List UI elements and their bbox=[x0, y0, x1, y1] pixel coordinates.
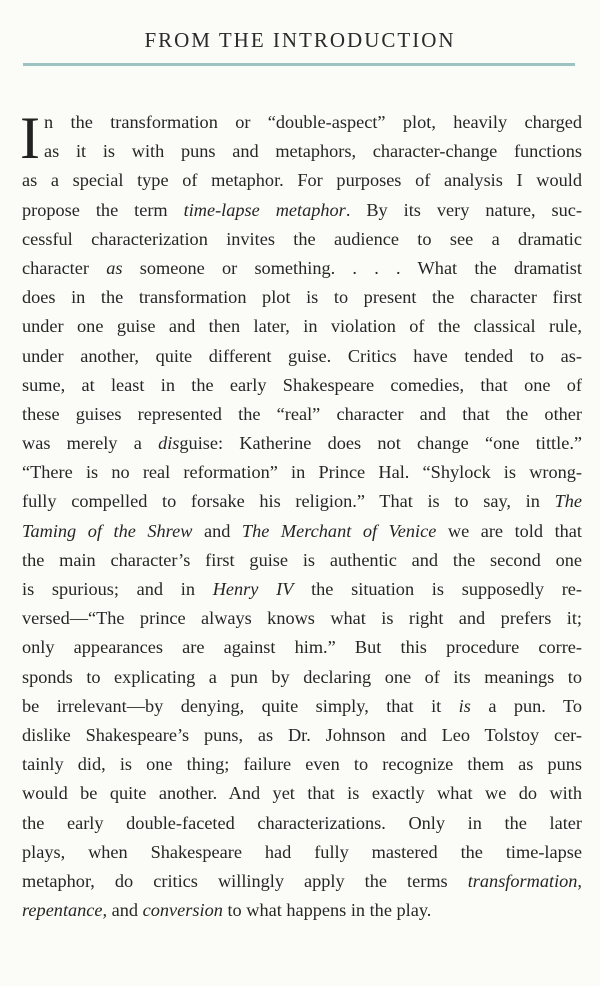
text-line-10: sume, at least in the early Shakespeare comedies, that one of bbox=[22, 374, 582, 395]
text-line-5: cessful characterization invites the audience to see a dramatic bbox=[22, 228, 582, 249]
section-heading: FROM THE INTRODUCTION bbox=[144, 28, 456, 52]
text-line-9: under another, quite different guise. Critics have tended to as- bbox=[22, 345, 582, 366]
text-line-14: fully compelled to forsake his religion.” That is to say, in The bbox=[22, 491, 582, 512]
text-line-22: dislike Shakespeare’s puns, as Dr. Johnson and Leo Tolstoy cer- bbox=[22, 724, 582, 745]
text-line-15: Taming of the Shrew and The Merchant of Venice we are told that bbox=[22, 520, 582, 541]
text-line-16: the main character’s first guise is authentic and the second one bbox=[22, 549, 582, 570]
text-line-20: sponds to explicating a pun by declaring one of its meanings to bbox=[22, 666, 582, 687]
text-line-4: propose the term time-lapse metaphor. By its very nature, suc- bbox=[22, 199, 582, 220]
heading-rule bbox=[23, 63, 575, 66]
text-line-28: repentance, and conversion to what happens in the play. bbox=[22, 900, 432, 921]
text-line-18: versed—“The prince always knows what is right and prefers it; bbox=[22, 608, 582, 629]
text-line-23: tainly did, is one thing; failure even to recognize them as puns bbox=[22, 754, 582, 775]
text-line-27: metaphor, do critics willingly apply the terms transformation, bbox=[22, 870, 582, 891]
text-line-19: only appearances are against him.” But this procedure corre- bbox=[22, 637, 582, 658]
text-line-3: as a special type of metaphor. For purposes of analysis I would bbox=[22, 170, 582, 191]
text-line-8: under one guise and then later, in violation of the classical rule, bbox=[22, 316, 582, 337]
text-line-26: plays, when Shakespeare had fully mastered the time-lapse bbox=[22, 841, 582, 862]
text-line-2: as it is with puns and metaphors, character-change functions bbox=[44, 141, 582, 162]
text-line-7: does in the transformation plot is to present the character first bbox=[22, 287, 582, 308]
text-line-11: these guises represented the “real” character and that the other bbox=[22, 403, 582, 424]
body-text bbox=[20, 105, 582, 925]
text-line-12: was merely a disguise: Katherine does not change “one tittle.” bbox=[22, 433, 582, 454]
text-line-25: the early double-faceted characterizations. Only in the later bbox=[22, 812, 582, 833]
text-line-1: n the transformation or “double-aspect” plot, heavily charged bbox=[44, 112, 582, 132]
text-line-13: “There is no real reformation” in Prince Hal. “Shylock is wrong- bbox=[22, 462, 582, 483]
text-line-24: would be quite another. And yet that is exactly what we do with bbox=[22, 783, 582, 804]
text-line-21: be irrelevant—by denying, quite simply, that it is a pun. To bbox=[22, 695, 582, 716]
text-line-6: character as someone or something. . . . What the dramatist bbox=[22, 257, 582, 278]
text-line-17: is spurious; and in Henry IV the situation is supposedly re- bbox=[22, 579, 582, 599]
drop-cap: I bbox=[20, 105, 40, 171]
